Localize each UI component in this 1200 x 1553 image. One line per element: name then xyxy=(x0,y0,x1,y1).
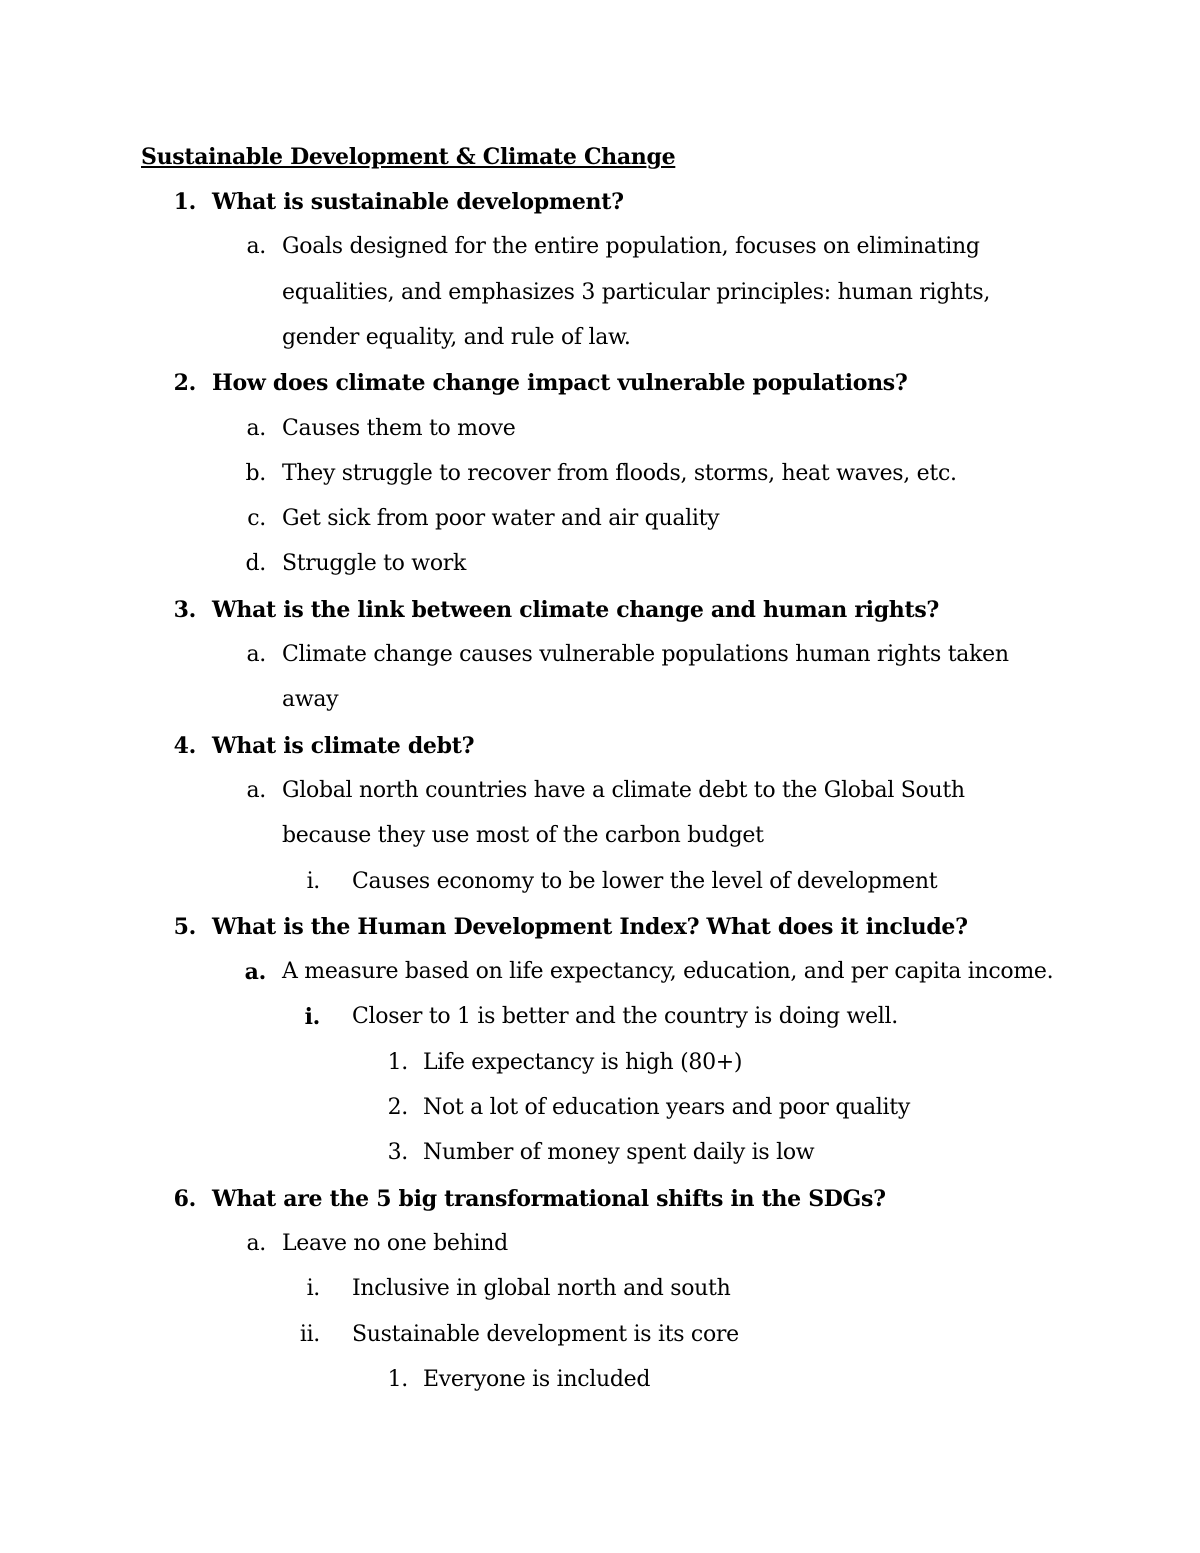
list-marker: a. xyxy=(244,959,266,985)
document-title: Sustainable Development & Climate Change xyxy=(141,144,676,170)
answer-text: Climate change causes vulnerable populations human rights taken xyxy=(282,642,1009,667)
list-marker: a. xyxy=(246,416,266,441)
answer-text: Sustainable development is its core xyxy=(352,1322,739,1347)
list-marker: a. xyxy=(246,642,266,667)
answer-text: gender equality, and rule of law. xyxy=(282,325,631,350)
answer-text: Not a lot of education years and poor quality xyxy=(423,1095,910,1120)
list-marker: ii. xyxy=(299,1322,320,1347)
answer-text: Everyone is included xyxy=(423,1367,651,1392)
list-marker: i. xyxy=(306,1276,320,1301)
list-marker: 2. xyxy=(387,1095,408,1120)
list-marker: a. xyxy=(246,234,266,259)
answer-text: Causes them to move xyxy=(282,416,516,441)
question-text: What is the link between climate change and human rights? xyxy=(212,597,940,623)
question-text: What is the Human Development Index? What does it include? xyxy=(212,914,968,940)
list-marker: b. xyxy=(245,461,266,486)
list-marker: a. xyxy=(246,778,266,803)
answer-text: Global north countries have a climate debt to the Global South xyxy=(282,778,965,803)
answer-text: Number of money spent daily is low xyxy=(423,1140,815,1165)
list-marker: d. xyxy=(245,551,266,576)
question-text: How does climate change impact vulnerable populations? xyxy=(212,370,908,396)
list-marker: 6. xyxy=(173,1186,196,1212)
question-text: What is climate debt? xyxy=(212,733,475,759)
answer-text: Causes economy to be lower the level of development xyxy=(352,869,938,894)
answer-text: Struggle to work xyxy=(282,551,467,576)
answer-text: They struggle to recover from floods, storms, heat waves, etc. xyxy=(282,461,957,486)
answer-text: Leave no one behind xyxy=(282,1231,508,1256)
answer-text: Closer to 1 is better and the country is doing well. xyxy=(352,1004,898,1029)
list-marker: 5. xyxy=(173,914,196,940)
answer-text: equalities, and emphasizes 3 particular principles: human rights, xyxy=(282,280,991,305)
question-text: What are the 5 big transformational shifts in the SDGs? xyxy=(212,1186,886,1212)
answer-text: Inclusive in global north and south xyxy=(352,1276,731,1301)
list-marker: 1. xyxy=(387,1050,408,1075)
list-marker: a. xyxy=(246,1231,266,1256)
list-marker: c. xyxy=(247,506,266,531)
list-marker: 1. xyxy=(387,1367,408,1392)
list-marker: 4. xyxy=(173,733,196,759)
list-marker: i. xyxy=(306,869,320,894)
answer-text: Goals designed for the entire population, focuses on eliminating xyxy=(282,234,980,259)
answer-text: because they use most of the carbon budget xyxy=(282,823,764,848)
list-marker: 2. xyxy=(173,370,196,396)
question-text: What is sustainable development? xyxy=(212,189,624,215)
answer-text: Life expectancy is high (80+) xyxy=(423,1050,743,1075)
answer-text: Get sick from poor water and air quality xyxy=(282,506,720,531)
list-marker: 3. xyxy=(173,597,196,623)
answer-text: away xyxy=(282,687,339,712)
answer-text: A measure based on life expectancy, education, and per capita income. xyxy=(282,959,1054,984)
list-marker: 3. xyxy=(387,1140,408,1165)
list-marker: 1. xyxy=(173,189,196,215)
list-marker: i. xyxy=(304,1004,320,1030)
